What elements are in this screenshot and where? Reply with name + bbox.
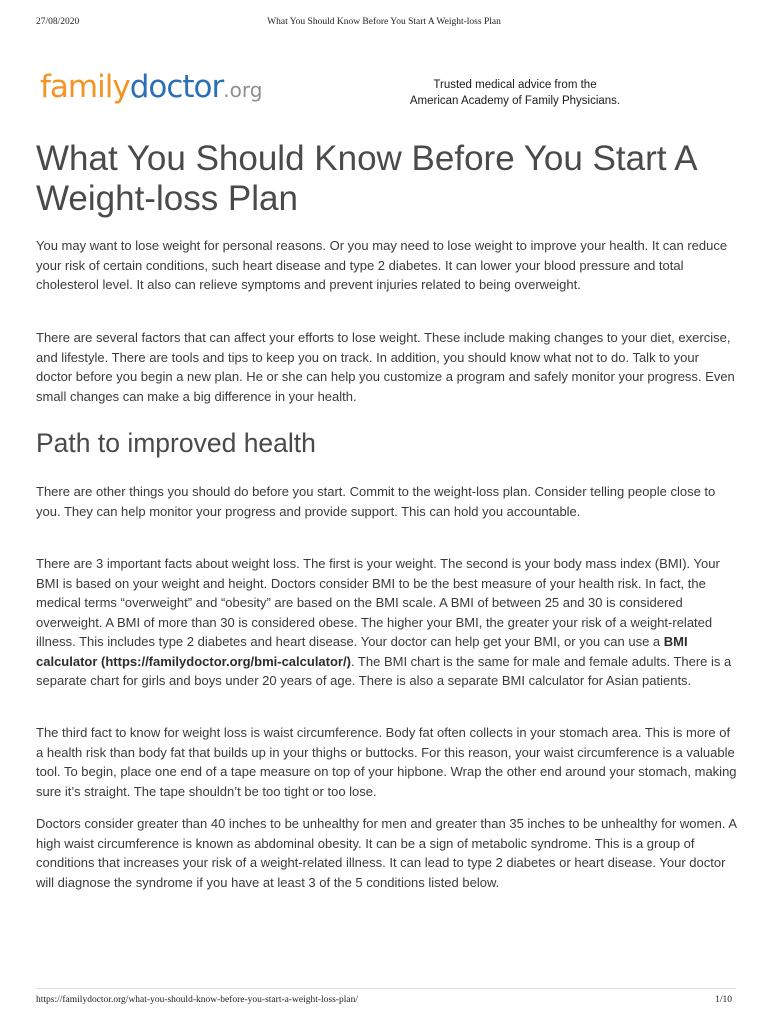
tagline: [380, 77, 650, 109]
article-title: What You Should Know Before You Start A Weight-loss Plan: [36, 139, 696, 218]
logo-doctor-text: doctor: [129, 69, 224, 105]
tagline-line-2: American Academy of Family Physicians.: [409, 95, 621, 107]
intro-paragraph-2: There are several factors that can affect your efforts to lose weight. These include making changes to your diet, exercise, and lifestyle. There are tools and tips to keep you on track. In addition, you should know what not to do. Talk to your doctor before you begin a new plan. He or she can help you customize a program and safely monitor your progress. Even small changes can make a big difference in your health.: [36, 330, 735, 404]
bmi-calculator-link[interactable]: BMI calculator (https://familydoctor.org/bmi-calculator/): [36, 634, 688, 669]
footer-divider: [36, 988, 736, 989]
print-footer-url: https://familydoctor.org/what-you-should-know-before-you-start-a-weight-loss-plan/: [36, 995, 358, 1005]
logo-org-text: .org: [223, 78, 263, 102]
print-date: 27/08/2020: [36, 17, 80, 27]
intro-paragraph-1: You may want to lose weight for personal reasons. Or you may need to lose weight to improve your health. It can reduce your risk of certain conditions, such heart disease and type 2 diabetes. It can lower your blood pressure and total cholesterol level. It also can relieve symptoms and prevent injuries related to being overweight.: [36, 238, 728, 292]
paragraph-metabolic: Doctors consider greater than 40 inches to be unhealthy for men and greater than 35 inches to be unhealthy for women. A high waist circumference is known as abdominal obesity. It can be a sign of metabolic syndrome. This is a group of conditions that increases your risk of a weight-related illness. It can lead to type 2 diabetes or heart disease. Your doctor will diagnose the syndrome if you have at least 3 of the 5 conditions listed below.: [36, 816, 737, 890]
print-header: [36, 17, 732, 31]
logo-family-text: family: [40, 69, 130, 105]
page-number: 1/10: [715, 995, 732, 1005]
bmi-text-after-link: . The BMI chart is the same for male and female adults. There is a separate chart for girls and boys under 20 years of age. There is also a separate BMI calculator for Asian patients.: [36, 653, 732, 688]
print-footer: [36, 995, 732, 1009]
familydoctor-logo[interactable]: [40, 62, 262, 112]
print-page-title: What You Should Know Before You Start A Weight-loss Plan: [267, 17, 501, 27]
bmi-text-before-link: There are 3 important facts about weight loss. The first is your weight. The second is your body mass index (BMI). Your BMI is based on your weight and height. Doctors consider BMI to be the best measure of your health risk. In fact, the medical terms “overweight” and “obesity” are based on the BMI scale. A BMI of between 25 and 30 is considered overweight. A BMI of more than 30 is considered obese. The higher your BMI, the greater your risk of a weight-related illness. This includes type 2 diabetes and heart disease. Your doctor can help get your BMI, or you can use a: [36, 556, 720, 649]
paragraph-commit: There are other things you should do before you start. Commit to the weight-loss plan. Consider telling people close to you. They can help monitor your progress and provide support. This can hold you accountable.: [36, 484, 716, 519]
paragraph-waist: The third fact to know for weight loss is waist circumference. Body fat often collects in your stomach area. This is more of a health risk than body fat that builds up in your thighs or buttocks. For this reason, your waist circumference is a valuable tool. To begin, place one end of a tape measure on top of your hipbone. Wrap the other end around your stomach, making sure it’s straight. The tape shouldn’t be too tight or too lose.: [36, 725, 737, 799]
tagline-line-1: Trusted medical advice from the: [433, 79, 597, 91]
section-heading: Path to improved health: [36, 428, 316, 458]
paragraph-bmi: [36, 554, 738, 691]
